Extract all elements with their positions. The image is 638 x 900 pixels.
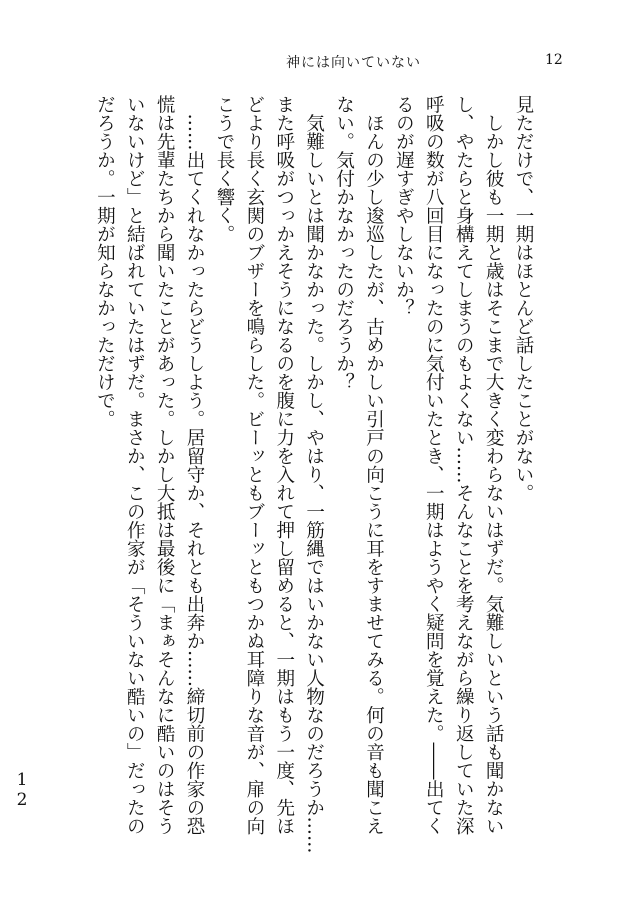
body-line: ……出てくれなかったらどうしよう。居留守か、それとも出奔か……締切前の作家の恐 (184, 95, 206, 835)
body-line: るのが遅すぎやしないか？ (393, 95, 415, 317)
body-line: また呼吸がつっかえそうになるのを腹に力を入れて押し留めると、一期はもう一度、先ほ (273, 95, 295, 835)
running-head-title: 神には向いていない (286, 55, 421, 71)
body-line: いないけど」と結ばれていたはずだ。まさか、この作家が「そういない酷いの」だったの (124, 95, 146, 835)
body-line: 気難しいとは聞かなかった。しかし、やはり、一筋縄ではいかない人物なのだろうか…… (303, 95, 325, 854)
body-line: 慌は先輩たちから聞いたことがあった。しかし大抵は最後に「まぁそんなに酷いのはそう (154, 95, 176, 835)
body-line: しかし彼も一期と歳はそこまで大きく変わらないはずだ。気難しいという話も聞かない (483, 95, 505, 835)
body-line: こうで長く響く。 (213, 95, 235, 243)
page-number-side: 12 (12, 770, 32, 810)
body-line: ない。気付かなかったのだろうか？ (333, 95, 355, 391)
body-line: し、やたらと身構えてしまうのもよくない……そんなことを考えながら繰り返していた深 (453, 95, 475, 835)
body-line: どより長く玄関のブザーを鳴らした。ビーッともブーッともつかぬ耳障りな音が、扉の向 (243, 95, 265, 835)
body-line: 見ただけで、一期はほとんど話したことがない。 (513, 95, 534, 502)
body-line: 呼吸の数が八回目になったのに気付いたとき、一期はようやく疑問を覚えた。――出てく (423, 95, 445, 835)
body-text (89, 95, 538, 854)
body-line: だろうか。一期が知らなかっただけで。 (94, 95, 116, 428)
page-number-top: 12 (545, 52, 563, 68)
body-line: ほんの少し逡巡したが、古めかしい引戸の向こうに耳をすませてみる。何の音も聞こえ (363, 95, 385, 835)
